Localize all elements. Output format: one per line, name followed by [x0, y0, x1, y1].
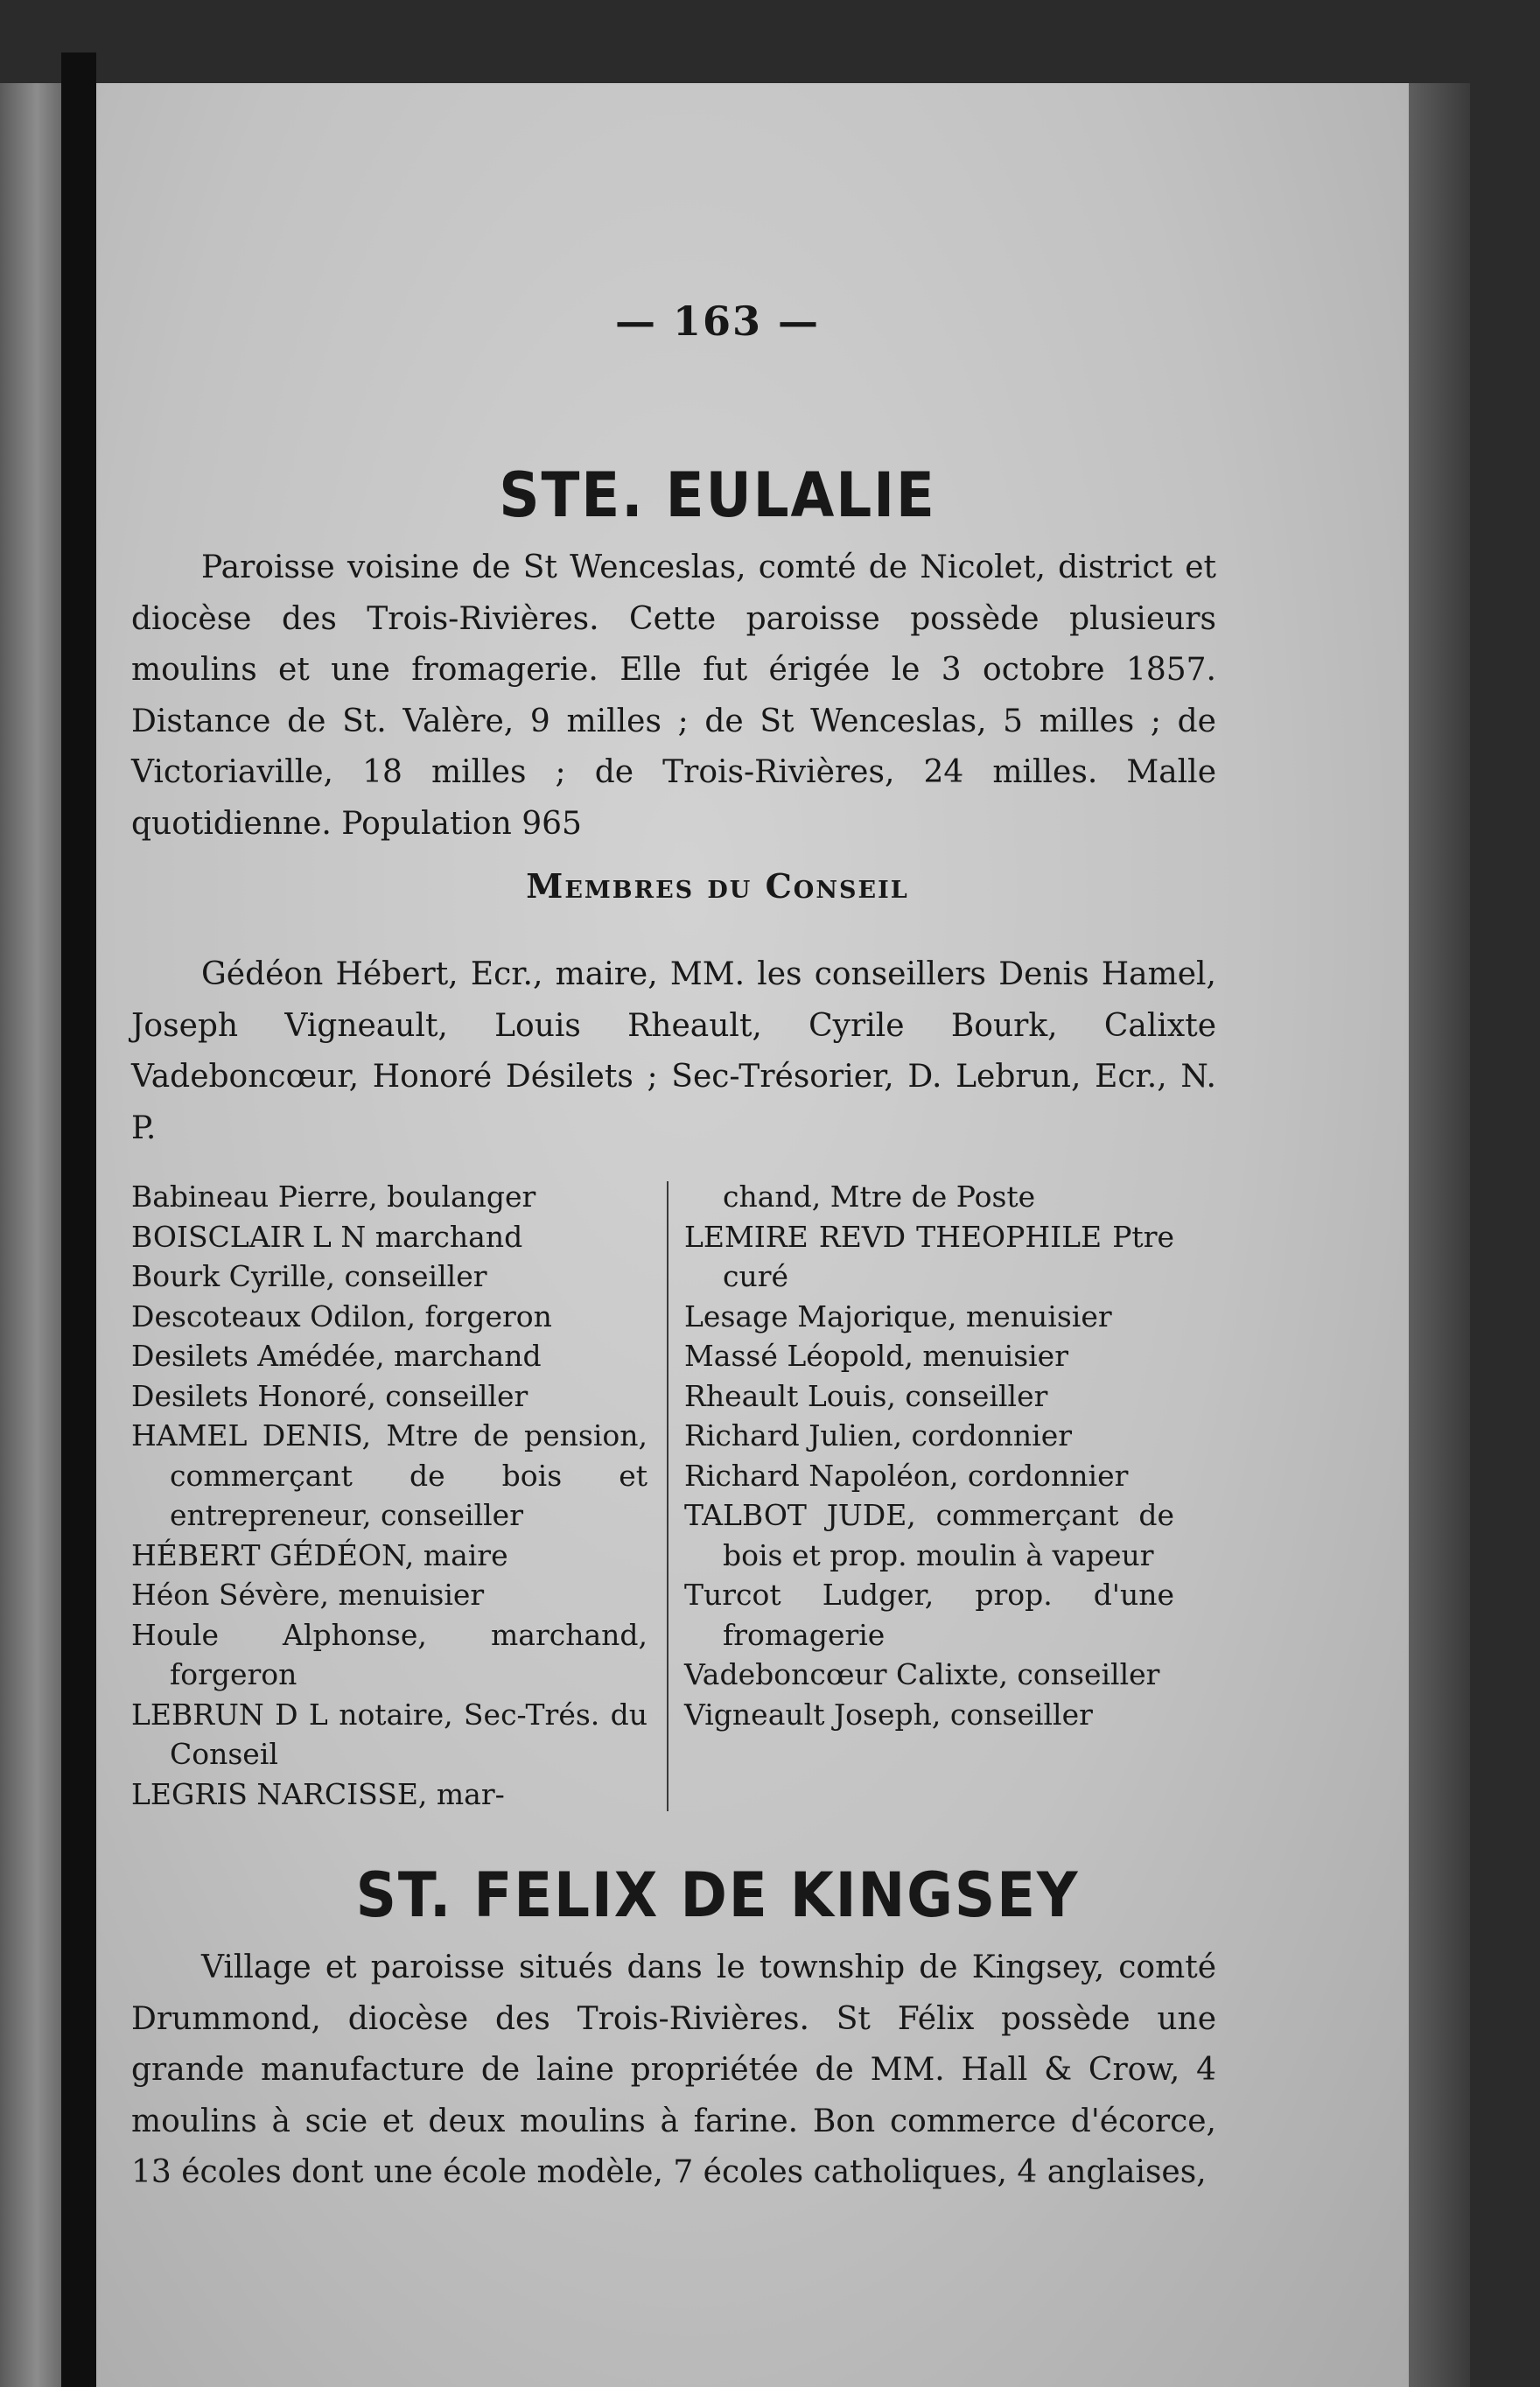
- directory-entry: Massé Léopold, menuisier: [684, 1339, 1068, 1373]
- directory-entry: Richard Julien, cordonnier: [684, 1418, 1073, 1452]
- directory-entry: BOISCLAIR L N marchand: [131, 1219, 523, 1254]
- directory-entry: Bourk Cyrille, conseiller: [131, 1259, 487, 1293]
- directory-entry: TALBOT JUDE, commerçant de bois et prop. moulin à vapeur: [684, 1498, 1174, 1572]
- directory-entry: LEGRIS NARCISSE, mar-: [131, 1776, 505, 1811]
- book-page: [96, 83, 1409, 2387]
- directory-entry: Desilets Honoré, conseiller: [131, 1378, 528, 1413]
- directory-entry: Richard Napoléon, cordonnier: [684, 1458, 1129, 1493]
- directory-left-column: [131, 1177, 648, 1814]
- section-title-ste-eulalie: STE. EULALIE: [499, 459, 936, 531]
- directory-entry: Vadeboncœur Calixte, conseiller: [684, 1657, 1160, 1691]
- directory-entry: Babineau Pierre, boulanger: [131, 1180, 536, 1214]
- directory-right-column: [684, 1177, 1174, 1734]
- book-gutter: [61, 52, 96, 2387]
- directory-entry-continuation: chand, Mtre de Poste: [723, 1180, 1036, 1214]
- previous-page-edge: [0, 83, 61, 2387]
- directory-entry: LEMIRE REVD THEOPHILE Ptre curé: [684, 1219, 1174, 1293]
- directory-entry: Turcot Ludger, prop. d'une fromagerie: [684, 1578, 1174, 1652]
- directory-entry: Lesage Majorique, menuisier: [684, 1298, 1112, 1334]
- directory-entry: HAMEL DENIS, Mtre de pension, commerçant de bois et entrepreneur, conseiller: [131, 1418, 648, 1532]
- ste-eulalie-description: Paroisse voisine de St Wenceslas, comté de Nicolet, district et diocèse des Trois-Rivières. Cette paroisse possède plusieurs moulins et une fromagerie. Elle fut érigée le 3 octobre 1857. Distance de St. Valère, 9 milles ; de St Wenceslas, 5 milles ; de Victoriaville, 18 milles ; de Trois-Rivières, 24 milles. Malle quotidienne. Population 965: [131, 550, 1216, 842]
- page-stack-edge: [1409, 83, 1470, 2387]
- directory-entry: Vigneault Joseph, conseiller: [684, 1697, 1093, 1732]
- directory-entry: LEBRUN D L notaire, Sec-Trés. du Conseil: [131, 1697, 648, 1771]
- council-heading: Membres du Conseil: [526, 866, 909, 906]
- directory-entry: Descoteaux Odilon, forgeron: [131, 1298, 552, 1334]
- council-members-text: Gédéon Hébert, Ecr., maire, MM. les conseillers Denis Hamel, Joseph Vigneault, Louis Rheault, Cyrile Bourk, Calixte Vadeboncœur, Honoré Désilets ; Sec-Trésorier, D. Lebrun, Ecr., N. P.: [131, 956, 1216, 1146]
- directory-entry: HÉBERT GÉDÉON, maire: [131, 1537, 508, 1572]
- column-divider: [667, 1181, 668, 1811]
- directory-entry: Desilets Amédée, marchand: [131, 1339, 542, 1373]
- directory-entry: Houle Alphonse, marchand, forgeron: [131, 1617, 648, 1691]
- st-felix-description: Village et paroisse situés dans le township de Kingsey, comté Drummond, diocèse des Trois-Rivières. St Félix possède une grande manufacture de laine propriétée de MM. Hall & Crow, 4 moulins à scie et deux moulins à farine. Bon commerce d'écorce, 13 écoles dont une école modèle, 7 écoles catholiques, 4 anglaises,: [131, 1950, 1216, 2190]
- page-number: — 163 —: [614, 298, 821, 345]
- section-title-st-felix-de-kingsey: ST. FELIX DE KINGSEY: [355, 1859, 1080, 1931]
- directory-entry: Rheault Louis, conseiller: [684, 1378, 1048, 1413]
- directory-entry: Héon Sévère, menuisier: [131, 1578, 485, 1612]
